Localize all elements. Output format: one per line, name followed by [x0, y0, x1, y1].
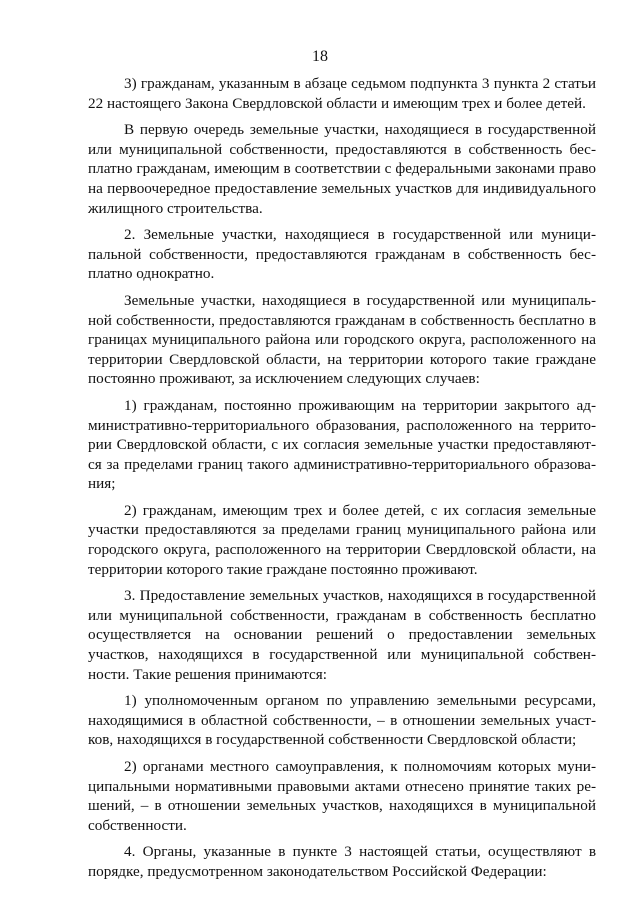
paragraph-exception-1: 1) гражданам, постоянно проживающим на территории закрытого административно-территориального образования, расположенного на территории Свердловской области, с их согласия земельные участки предоставляются за пределами границ такого административно-территориального образования;: [88, 396, 596, 493]
paragraph-decision-authority-2: 2) органами местного самоуправления, к полномочиям которых муниципальными нормативными правовыми актами отнесено принятие таких решений, – в отношении земельных участков, находящихся в муниципальной собственности.: [88, 758, 596, 834]
paragraph-exception-2: 2) гражданам, имеющим трех и более детей, с их согласия земельные участки предоставляются за пределами границ муниципального района или городского округа, расположенного на территории Свердловской области, на территории которого такие граждане постоянно проживают.: [88, 501, 596, 578]
page-number: 18: [312, 48, 328, 65]
paragraph-clause-3: 3. Предоставление земельных участков, находящихся в государственной или муниципальной собственности, гражданам в собственность бесплатно осуществляется на основании решений о предоставлении земельных участков, находящихся в государственной или муниципальной собственности. Такие решения принимаются:: [88, 587, 596, 683]
paragraph-item-3-large-families: 3) гражданам, указанным в абзаце седьмом подпункта 3 пункта 2 статьи 22 настоящего Закона Свердловской области и имеющим трех и более детей.: [88, 75, 596, 112]
paragraph-clause-4: 4. Органы, указанные в пункте 3 настоящей статьи, осуществляют в порядке, предусмотренном законодательством Российской Федерации:: [88, 843, 596, 880]
paragraph-clause-2: 2. Земельные участки, находящиеся в государственной или муниципальной собственности, предоставляются гражданам в собственность бесплатно однократно.: [88, 226, 596, 283]
paragraph-decision-authority-1: 1) уполномоченным органом по управлению земельными ресурсами, находящимися в областной собственности, – в отношении земельных участков, находящихся в государственной собственности Свердловской области;: [88, 692, 596, 749]
paragraph-territorial-limits: Земельные участки, находящиеся в государственной или муниципальной собственности, предоставляются гражданам в собственность бесплатно в границах муниципального района или городского округа, расположенного на территории Свердловской области, на территории которого такие граждане постоянно проживают, за исключением следующих случаев:: [88, 291, 596, 388]
document-body: [88, 74, 596, 889]
paragraph-priority-provision: В первую очередь земельные участки, находящиеся в государственной или муниципальной собственности, предоставляются в собственность бесплатно гражданам, имеющим в соответствии с федеральными законами право на первоочередное предоставление земельных участков для индивидуального жилищного строительства.: [88, 121, 596, 217]
